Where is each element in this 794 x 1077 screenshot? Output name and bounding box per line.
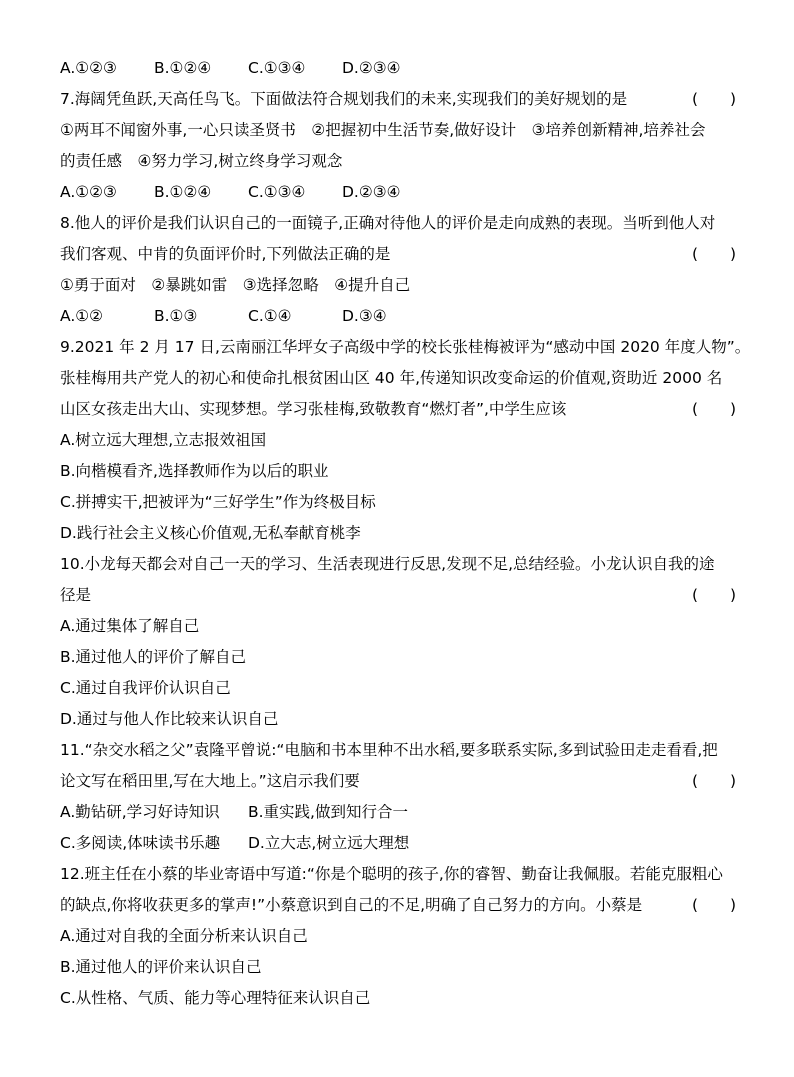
answer-option: D.立大志,树立远大理想 xyxy=(248,834,410,852)
options-line xyxy=(60,800,750,831)
line-text: 论文写在稻田里,写在大地上。”这启示我们要 xyxy=(60,772,360,790)
options-line xyxy=(60,304,750,335)
paren-close: ) xyxy=(729,772,736,790)
text-line xyxy=(60,521,750,552)
answer-option: B.①②④ xyxy=(154,183,212,201)
paren-close: ) xyxy=(729,400,736,418)
paren-close: ) xyxy=(729,90,736,108)
line-text: 的责任感 ④努力学习,树立终身学习观念 xyxy=(60,152,343,170)
line-text: 山区女孩走出大山、实现梦想。学习张桂梅,致敬教育“燃灯者”,中学生应该 xyxy=(60,400,567,418)
answer-blank xyxy=(692,893,736,917)
line-text: 7.海阔凭鱼跃,天高任鸟飞。下面做法符合规划我们的未来,实现我们的美好规划的是 xyxy=(60,90,628,108)
text-line xyxy=(60,862,750,893)
paren-open: ( xyxy=(692,586,699,604)
line-text: 10.小龙每天都会对自己一天的学习、生活表现进行反思,发现不足,总结经验。小龙认识自我的途 xyxy=(60,555,715,573)
answer-option: A.①②③ xyxy=(60,59,117,77)
paren-open: ( xyxy=(692,245,699,263)
answer-option: D.③④ xyxy=(342,307,387,325)
line-text: A.通过集体了解自己 xyxy=(60,617,200,635)
answer-option: C.①③④ xyxy=(248,183,306,201)
paren-close: ) xyxy=(729,586,736,604)
line-text: B.通过他人的评价了解自己 xyxy=(60,648,247,666)
answer-option: C.多阅读,体味读书乐趣 xyxy=(60,834,221,852)
text-line xyxy=(60,955,750,986)
text-line xyxy=(60,87,750,118)
answer-option: A.①②③ xyxy=(60,183,117,201)
text-line xyxy=(60,924,750,955)
line-text: B.向楷模看齐,选择教师作为以后的职业 xyxy=(60,462,329,480)
text-line xyxy=(60,335,750,366)
line-text: A.树立远大理想,立志报效祖国 xyxy=(60,431,267,449)
text-line xyxy=(60,645,750,676)
answer-option: B.①③ xyxy=(154,307,198,325)
answer-option: C.①③④ xyxy=(248,59,306,77)
answer-blank xyxy=(692,397,736,421)
answer-option: C.①④ xyxy=(248,307,292,325)
options-line xyxy=(60,180,750,211)
line-text: C.通过自我评价认识自己 xyxy=(60,679,231,697)
line-text: 我们客观、中肯的负面评价时,下列做法正确的是 xyxy=(60,245,391,263)
line-text: 12.班主任在小蔡的毕业寄语中写道:“你是个聪明的孩子,你的睿智、勤奋让我佩服。若能克服粗心 xyxy=(60,865,723,883)
text-line xyxy=(60,583,750,614)
answer-option: A.勤钻研,学习好诗知识 xyxy=(60,803,220,821)
line-text: 张桂梅用共产党人的初心和使命扎根贫困山区 40 年,传递知识改变命运的价值观,资助近 2000 名 xyxy=(60,369,723,387)
options-line xyxy=(60,56,750,87)
line-text: 9.2021 年 2 月 17 日,云南丽江华坪女子高级中学的校长张桂梅被评为“感动中国 2020 年度人物”。 xyxy=(60,338,751,356)
answer-blank xyxy=(692,769,736,793)
text-line xyxy=(60,366,750,397)
text-line xyxy=(60,459,750,490)
line-text: ①勇于面对 ②暴跳如雷 ③选择忽略 ④提升自己 xyxy=(60,276,411,294)
text-line xyxy=(60,242,750,273)
answer-option: D.②③④ xyxy=(342,183,401,201)
text-line xyxy=(60,676,750,707)
paren-open: ( xyxy=(692,400,699,418)
text-line xyxy=(60,490,750,521)
paren-open: ( xyxy=(692,896,699,914)
answer-option: D.②③④ xyxy=(342,59,401,77)
line-text: 径是 xyxy=(60,586,92,604)
text-line xyxy=(60,707,750,738)
options-line xyxy=(60,831,750,862)
line-text: D.践行社会主义核心价值观,无私奉献育桃李 xyxy=(60,524,361,542)
line-text: D.通过与他人作比较来认识自己 xyxy=(60,710,279,728)
paren-close: ) xyxy=(729,245,736,263)
text-line xyxy=(60,428,750,459)
exam-page xyxy=(60,56,750,1017)
answer-blank xyxy=(692,242,736,266)
text-line xyxy=(60,118,750,149)
line-text: C.拼搏实干,把被评为“三好学生”作为终极目标 xyxy=(60,493,376,511)
text-line xyxy=(60,893,750,924)
line-text: 8.他人的评价是我们认识自己的一面镜子,正确对待他人的评价是走向成熟的表现。当听到他人对 xyxy=(60,214,716,232)
text-line xyxy=(60,149,750,180)
answer-blank xyxy=(692,87,736,111)
text-line xyxy=(60,614,750,645)
answer-blank xyxy=(692,583,736,607)
paren-open: ( xyxy=(692,90,699,108)
answer-option: B.重实践,做到知行合一 xyxy=(248,803,408,821)
line-text: 的缺点,你将收获更多的掌声!”小蔡意识到自己的不足,明确了自己努力的方向。小蔡是 xyxy=(60,896,643,914)
text-line xyxy=(60,769,750,800)
text-line xyxy=(60,273,750,304)
text-line xyxy=(60,552,750,583)
answer-option: B.①②④ xyxy=(154,59,212,77)
answer-option: A.①② xyxy=(60,307,104,325)
line-text: ①两耳不闻窗外事,一心只读圣贤书 ②把握初中生活节奏,做好设计 ③培养创新精神,培养社会 xyxy=(60,121,706,139)
text-line xyxy=(60,211,750,242)
paren-close: ) xyxy=(729,896,736,914)
text-line xyxy=(60,397,750,428)
paren-open: ( xyxy=(692,772,699,790)
text-line xyxy=(60,738,750,769)
line-text: 11.“杂交水稻之父”袁隆平曾说:“电脑和书本里种不出水稻,要多联系实际,多到试验田走走看看,把 xyxy=(60,741,718,759)
line-text: B.通过他人的评价来认识自己 xyxy=(60,958,262,976)
line-text: C.从性格、气质、能力等心理特征来认识自己 xyxy=(60,989,371,1007)
text-line xyxy=(60,986,750,1017)
line-text: A.通过对自我的全面分析来认识自己 xyxy=(60,927,308,945)
